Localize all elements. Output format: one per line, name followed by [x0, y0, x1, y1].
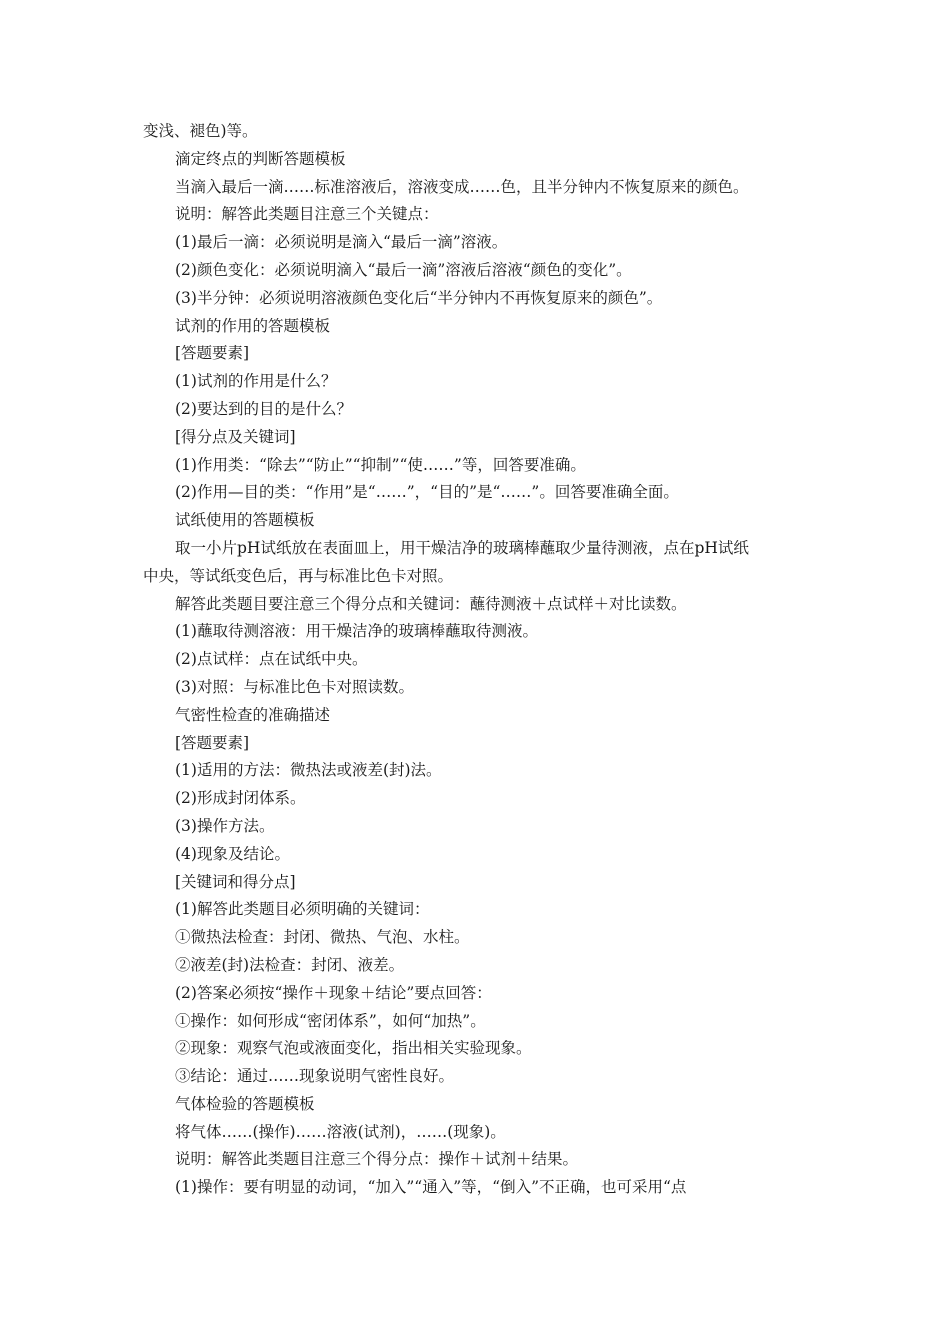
text-line: [答题要素] [175, 733, 250, 752]
text-line: (2)颜色变化：必须说明滴入“最后一滴”溶液后溶液“颜色的变化”。 [175, 260, 632, 279]
text-line: (3)操作方法。 [175, 816, 275, 835]
text-line: (2)形成封闭体系。 [175, 789, 306, 808]
text-line: [得分点及关键词] [175, 427, 296, 446]
text-line: 气体检验的答题模板 [175, 1094, 315, 1113]
text-line: (4)现象及结论。 [175, 844, 290, 863]
text-line: ①微热法检查：封闭、微热、气泡、水柱。 [175, 928, 470, 947]
text-line: (2)答案必须按“操作＋现象＋结论”要点回答： [175, 983, 492, 1002]
text-line: (1)操作：要有明显的动词，“加入”“通入”等，“倒入”不正确，也可采用“点 [175, 1178, 687, 1197]
text-line: (2)要达到的目的是什么？ [175, 399, 352, 418]
text-line: 滴定终点的判断答题模板 [175, 149, 346, 168]
text-line: ①操作：如何形成“密闭体系”，如何“加热”。 [175, 1011, 486, 1030]
text-line: [关键词和得分点] [175, 872, 296, 891]
text-line: [答题要素] [175, 344, 250, 363]
text-line: 将气体……(操作)……溶液(试剂)，……(现象)。 [175, 1122, 506, 1141]
text-line: (3)对照：与标准比色卡对照读数。 [175, 677, 414, 696]
text-line: (1)适用的方法：微热法或液差(封)法。 [175, 761, 442, 780]
text-line: 试剂的作用的答题模板 [175, 316, 331, 335]
text-line: (1)试剂的作用是什么？ [175, 372, 337, 391]
text-line: 解答此类题目要注意三个得分点和关键词：蘸待测液＋点试样＋对比读数。 [175, 594, 687, 613]
text-line: (3)半分钟：必须说明溶液颜色变化后“半分钟内不再恢复原来的颜色”。 [175, 288, 663, 307]
text-line: 变浅、褪色)等。 [143, 122, 258, 140]
text-line: 气密性检查的准确描述 [175, 705, 331, 724]
text-line: ③结论：通过……现象说明气密性良好。 [175, 1067, 455, 1086]
text-line: ②现象：观察气泡或液面变化，指出相关实验现象。 [175, 1039, 532, 1058]
text-line: (1)解答此类题目必须明确的关键词： [175, 900, 430, 919]
text-line: 取一小片pH试纸放在表面皿上，用干燥洁净的玻璃棒蘸取少量待测液，点在pH试纸 [175, 538, 749, 557]
text-line: (1)蘸取待测溶液：用干燥洁净的玻璃棒蘸取待测液。 [175, 622, 538, 641]
text-line: ②液差(封)法检查：封闭、液差。 [175, 955, 405, 974]
text-line: (1)最后一滴：必须说明是滴入“最后一滴”溶液。 [175, 233, 508, 252]
text-line: (2)点试样：点在试纸中央。 [175, 650, 368, 669]
text-line: 试纸使用的答题模板 [175, 511, 315, 530]
text-line: 说明：解答此类题目注意三个得分点：操作＋试剂＋结果。 [175, 1150, 579, 1169]
text-line: 当滴入最后一滴……标准溶液后，溶液变成……色，且半分钟内不恢复原来的颜色。 [175, 177, 749, 196]
text-line: (1)作用类：“除去”“防止”“抑制”“使……”等，回答要准确。 [175, 455, 586, 474]
text-line: 说明：解答此类题目注意三个关键点： [175, 205, 439, 224]
text-line: 中央，等试纸变色后，再与标准比色卡对照。 [143, 566, 454, 585]
body-text [143, 118, 810, 1202]
text-line: (2)作用—目的类：“作用”是“……”，“目的”是“……”。回答要准确全面。 [175, 483, 679, 502]
